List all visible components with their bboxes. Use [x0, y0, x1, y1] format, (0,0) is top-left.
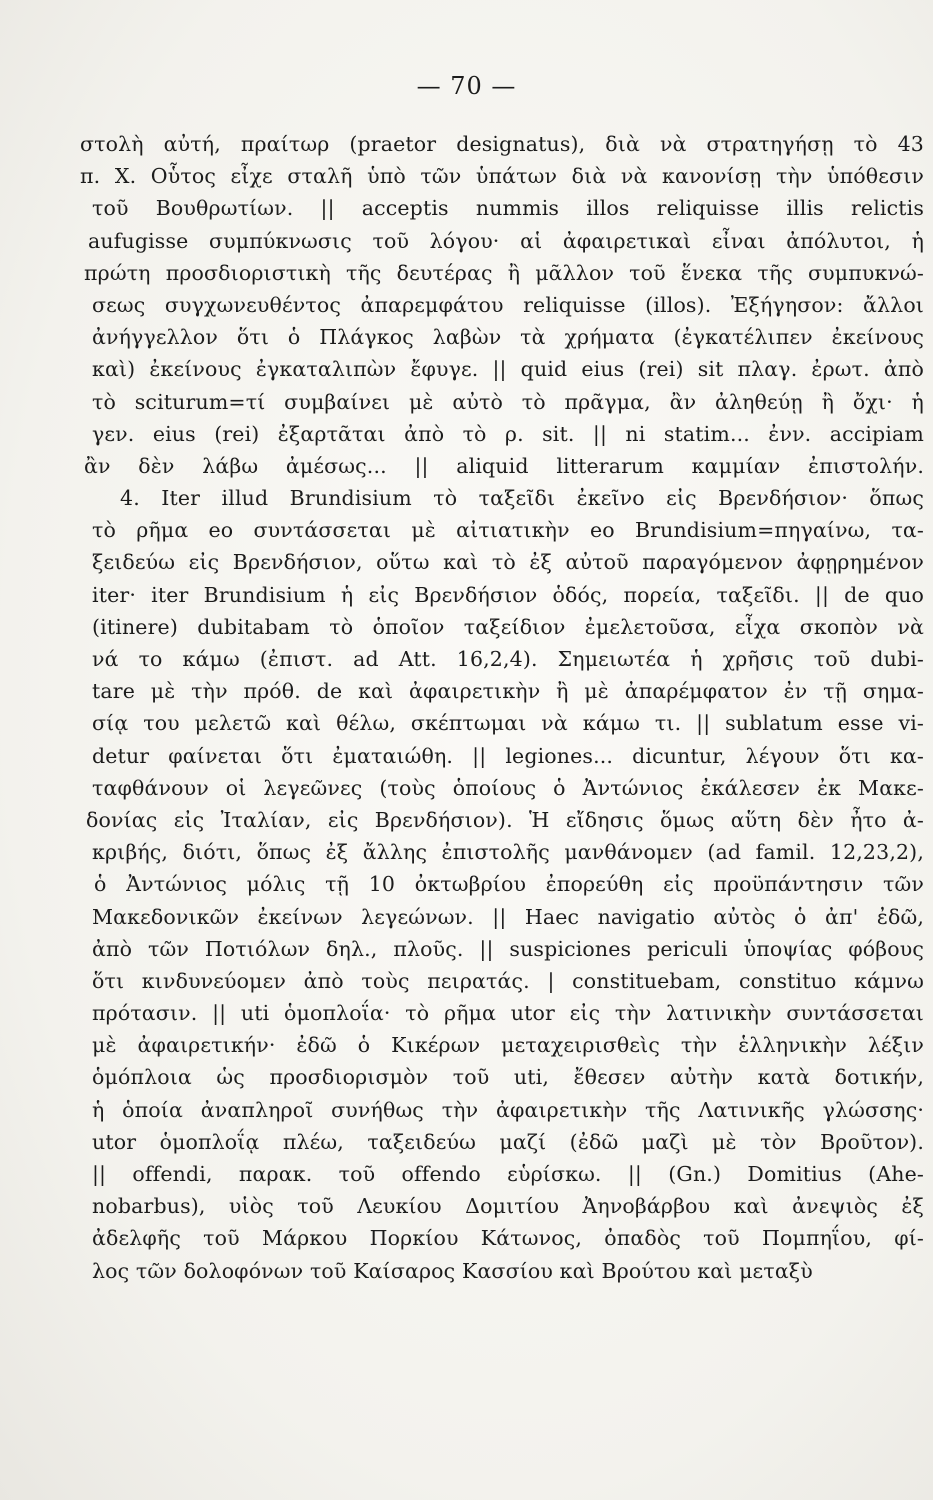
text-line: || offendi, παρακ. τοῦ offendo εὑρίσκω. || (Gn.) Domitius (Ahe- [92, 1162, 924, 1186]
text-line: ἀνήγγελλον ὅτι ὁ Πλάγκος λαβὼν τὰ χρήματα (ἐγκατέλιπεν ἐκείνους [92, 325, 924, 350]
text-line: detur φαίνεται ὅτι ἐματαιώθη. || legiones... dicuntur, λέγουν ὅτι κα- [92, 743, 924, 768]
text-line: ὁμόπλοια ὡς προσδιορισμὸν τοῦ uti, ἔθεσεν αὐτὴν κατὰ δοτικήν, [92, 1065, 924, 1090]
text-line: aufugisse συμπύκνωσις τοῦ λόγου· αἱ ἀφαιρετικαὶ εἶναι ἀπόλυτοι, ἡ [88, 228, 924, 253]
text-line: utor ὁμοπλοΐᾳ πλέω, ταξειδεύω μαζί (ἐδῶ μαζὶ μὲ τὸν Βροῦτον). [92, 1129, 924, 1154]
text-line: κριβής, διότι, ὅπως ἐξ ἄλλης ἐπιστολῆς μανθάνομεν (ad famil. 12,23,2), [92, 840, 924, 865]
text-line: πρώτη προσδιοριστικὴ τῆς δευτέρας ἢ μᾶλλον τοῦ ἕνεκα τῆς συμπυκνώ- [84, 260, 924, 285]
page-text-body [80, 128, 924, 1287]
text-line: σίᾳ του μελετῶ καὶ θέλω, σκέπτωμαι νὰ κάμω τι. || sublatum esse vi- [92, 711, 924, 736]
text-line: νά το κάμω (ἐπιστ. ad Att. 16,2,4). Σημειωτέα ἡ χρῆσις τοῦ dubi- [92, 647, 924, 671]
text-line: τὸ sciturum=τί συμβαίνει μὲ αὐτὸ τὸ πρᾶγμα, ἂν ἀληθεύῃ ἢ ὄχι· ἡ [92, 389, 924, 414]
text-line: ἡ ὁποία ἀναπληροῖ συνήθως τὴν ἀφαιρετικὴν τῆς Λατινικῆς γλώσσης· [92, 1097, 924, 1122]
text-line: ἀπὸ τῶν Ποτιόλων δηλ., πλοῦς. || suspiciones periculi ὑποψίας φόβους [92, 936, 924, 961]
text-line: tare μὲ τὴν πρόθ. de καὶ ἀφαιρετικὴν ἢ μὲ ἀπαρέμφατον ἐν τῇ σημα- [92, 679, 924, 704]
text-line: π. Χ. Οὗτος εἶχε σταλῆ ὑπὸ τῶν ὑπάτων διὰ νὰ κανονίσῃ τὴν ὑπόθεσιν [80, 164, 924, 189]
text-line: πρότασιν. || uti ὁμοπλοΐα· τὸ ρῆμα utor εἰς τὴν λατινικὴν συντάσσεται [92, 1001, 924, 1026]
text-line: σεως συγχωνευθέντος ἀπαρεμφάτου reliquisse (illos). Ἐξήγησον: ἄλλοι [92, 292, 924, 317]
text-line: 4. Iter illud Brundisium τὸ ταξεῖδι ἐκεῖνο εἰς Βρενδήσιον· ὅπως [120, 486, 924, 511]
text-line: nobarbus), υἱὸς τοῦ Λευκίου Δομιτίου Ἀηνοβάρβου καὶ ἀνεψιὸς ἐξ [92, 1194, 924, 1219]
text-line: λος τῶν δολοφόνων τοῦ Καίσαρος Κασσίου καὶ Βρούτου καὶ μεταξὺ [92, 1258, 813, 1283]
text-line: (itinere) dubitabam τὸ ὁποῖον ταξείδιον ἐμελετοῦσα, εἶχα σκοπὸν νὰ [92, 614, 924, 639]
text-line: ὅτι κινδυνεύομεν ἀπὸ τοὺς πειρατάς. | constituebam, constituo κάμνω [92, 968, 924, 993]
text-line: δονίας εἰς Ἰταλίαν, εἰς Βρενδήσιον). Ἡ εἴδησις ὅμως αὕτη δὲν ἦτο ἀ- [86, 807, 924, 832]
text-line: ὁ Ἀντώνιος μόλις τῇ 10 ὀκτωβρίου ἐπορεύθη εἰς προϋπάντησιν τῶν [94, 872, 924, 897]
text-line: ἀδελφῆς τοῦ Μάρκου Πορκίου Κάτωνος, ὀπαδὸς τοῦ Πομπηΐου, φί- [92, 1226, 924, 1251]
text-line: καὶ) ἐκείνους ἐγκαταλιπὼν ἔφυγε. || quid eius (rei) sit πλαγ. ἐρωτ. ἀπὸ [92, 357, 924, 382]
text-line: Μακεδονικῶν ἐκείνων λεγεώνων. || Haec navigatio αὐτὸς ὁ ἀπ' ἐδῶ, [92, 904, 924, 929]
text-line: γεν. eius (rei) ἐξαρτᾶται ἀπὸ τὸ ρ. sit. || ni statim... ἐνν. accipiam [92, 421, 924, 446]
text-line: στολὴ αὐτή, πραίτωρ (praetor designatus), διὰ νὰ στρατηγήσῃ τὸ 43 [80, 132, 924, 156]
text-line: τοῦ Βουθρωτίων. || acceptis nummis illos reliquisse illis relictis [92, 196, 924, 221]
page-number: — 70 — [416, 72, 517, 100]
text-line: ξειδεύω εἰς Βρενδήσιον, οὕτω καὶ τὸ ἐξ αὐτοῦ παραγόμενον ἀφῃρημένον [92, 550, 924, 575]
text-line: τὸ ρῆμα eo συντάσσεται μὲ αἰτιατικὴν eo Brundisium=πηγαίνω, τα- [92, 518, 924, 543]
text-line: μὲ ἀφαιρετικήν· ἐδῶ ὁ Κικέρων μεταχειρισθεὶς τὴν ἑλληνικὴν λέξιν [92, 1033, 924, 1058]
text-line: ἂν δὲν λάβω ἀμέσως... || aliquid litterarum καμμίαν ἐπιστολήν. [84, 453, 924, 478]
text-line: ταφθάνουν οἱ λεγεῶνες (τοὺς ὁποίους ὁ Ἀντώνιος ἐκάλεσεν ἐκ Μακε- [92, 775, 924, 800]
text-line: iter· iter Brundisium ἡ εἰς Βρενδήσιον ὁδός, πορεία, ταξεῖδι. || de quo [92, 582, 924, 607]
